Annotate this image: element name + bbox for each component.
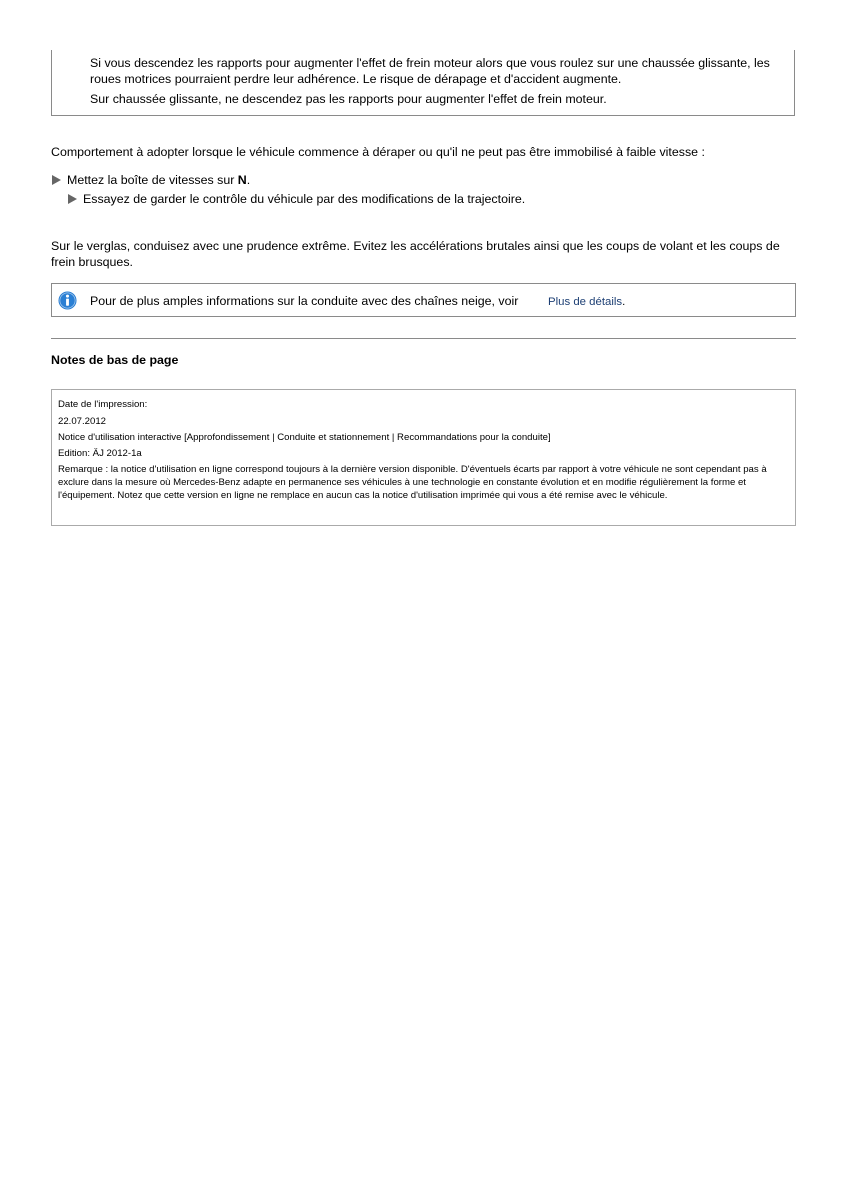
step-arrow-icon bbox=[52, 175, 61, 185]
step-1-bold: N bbox=[237, 173, 247, 187]
remark: Remarque : la notice d'utilisation en ligne correspond toujours à la dernière version disponible. D'éventuels écarts par rapport à votre véhicule ne sont cependant pas à exclure dans la mesure où Mercedes-Benz adapte en permanence ses véhicules à une technologie en constante évolution et en modifie régulièrement la forme et l'équipement. Notez que cette version en ligne ne remplace en aucun cas la notice d'utilisation imprimée qui vous a été remise avec le véhicule. bbox=[58, 464, 767, 501]
info-box bbox=[51, 283, 796, 317]
warning-paragraph-1: Si vous descendez les rapports pour augmenter l'effet de frein moteur alors que vous roulez sur une chaussée glissante, les roues motrices pourraient perdre leur adhérence. Le risque de dérapage et d'accident augmente. bbox=[90, 56, 770, 86]
step-2-text: Essayez de garder le contrôle du véhicule par des modifications de la trajectoire. bbox=[83, 192, 526, 206]
edition: Edition: ÄJ 2012-1a bbox=[58, 448, 142, 459]
print-date: 22.07.2012 bbox=[58, 416, 107, 427]
behaviour-intro: Comportement à adopter lorsque le véhicule commence à déraper ou qu'il ne peut pas être immobilisé à faible vitesse : bbox=[51, 145, 705, 159]
print-date-label: Date de l'impression: bbox=[58, 399, 148, 410]
ice-paragraph: Sur le verglas, conduisez avec une prudence extrême. Evitez les accélérations brutales ainsi que les coups de volant et les coups de frein brusques. bbox=[51, 239, 780, 269]
link-suffix: . bbox=[622, 296, 626, 308]
info-icon bbox=[58, 291, 77, 310]
step-2 bbox=[68, 191, 525, 207]
warning-paragraph-2: Sur chaussée glissante, ne descendez pas les rapports pour augmenter l'effet de frein moteur. bbox=[90, 92, 607, 106]
footnotes-title: Notes de bas de page bbox=[51, 353, 179, 367]
info-text: Pour de plus amples informations sur la conduite avec des chaînes neige, voir bbox=[90, 294, 519, 308]
step-1 bbox=[52, 172, 250, 188]
divider bbox=[51, 338, 796, 339]
manual-reference: Notice d'utilisation interactive [Approfondissement | Conduite et stationnement | Recommandations pour la conduite] bbox=[58, 432, 551, 443]
step-1-suffix: . bbox=[246, 173, 251, 187]
more-details-link-label[interactable]: Plus de détails bbox=[548, 296, 623, 308]
step-arrow-icon bbox=[68, 194, 77, 204]
warning-box bbox=[51, 50, 795, 116]
more-details-link[interactable] bbox=[548, 294, 625, 310]
footnotes-box bbox=[51, 389, 796, 526]
step-1-prefix: Mettez la boîte de vitesses sur bbox=[67, 173, 238, 187]
